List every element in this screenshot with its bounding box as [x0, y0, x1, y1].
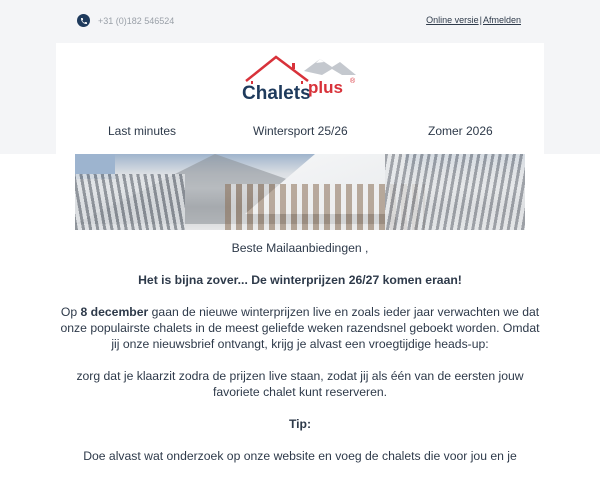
- svg-text:®: ®: [350, 78, 356, 85]
- link-separator: |: [479, 15, 482, 25]
- nav-zomer[interactable]: Zomer 2026: [428, 124, 493, 138]
- phone-icon: [77, 14, 90, 27]
- hero-forest-right: [385, 154, 525, 230]
- nav-last-minutes[interactable]: Last minutes: [108, 124, 177, 138]
- tip-heading: Tip:: [288, 417, 312, 431]
- release-date: 8 december: [80, 305, 149, 319]
- nav-wintersport[interactable]: Wintersport 25/26: [253, 124, 348, 138]
- header-links: [426, 15, 521, 25]
- unsubscribe-link[interactable]: Afmelden: [482, 15, 521, 25]
- svg-text:plus: plus: [308, 78, 343, 97]
- header-card: [56, 43, 544, 154]
- phone-number: +31 (0)182 546524: [98, 15, 175, 26]
- greeting: Beste Mailaanbiedingen ,: [231, 241, 369, 255]
- svg-text:Chalets: Chalets: [242, 83, 311, 104]
- online-version-link[interactable]: Online versie: [426, 15, 479, 25]
- chaletsplus-logo[interactable]: [242, 53, 362, 103]
- tip-label: [60, 416, 540, 432]
- email-body: [60, 240, 540, 480]
- tip-paragraph: Doe alvast wat onderzoek op onze website en voeg de chalets die voor jou en je: [83, 449, 517, 463]
- headline: [60, 272, 540, 288]
- advice-paragraph: zorg dat je klaarzit zodra de prijzen live staan, zodat jij als één van de eersten jouw favoriete chalet kunt reserveren.: [76, 369, 524, 399]
- intro-paragraph: [60, 304, 540, 352]
- para1-prefix: Op: [60, 305, 81, 319]
- hero-image[interactable]: [75, 154, 525, 230]
- hero-forest-left: [75, 174, 185, 230]
- top-bar: [0, 0, 600, 43]
- para1-suffix: gaan de nieuwe winterprijzen live en zoals ieder jaar verwachten we dat onze populairste chalets in de meest geliefde weken razendsnel geboekt worden. Omdat jij onze nieuwsbrief ontvangt, krijg je alvast een vroegtijdige heads-up:: [60, 305, 540, 351]
- logo-graphic: [242, 53, 362, 103]
- headline-text: Het is bijna zover... De winterprijzen 26/27 komen eraan!: [138, 273, 462, 287]
- phone-contact: [77, 14, 174, 27]
